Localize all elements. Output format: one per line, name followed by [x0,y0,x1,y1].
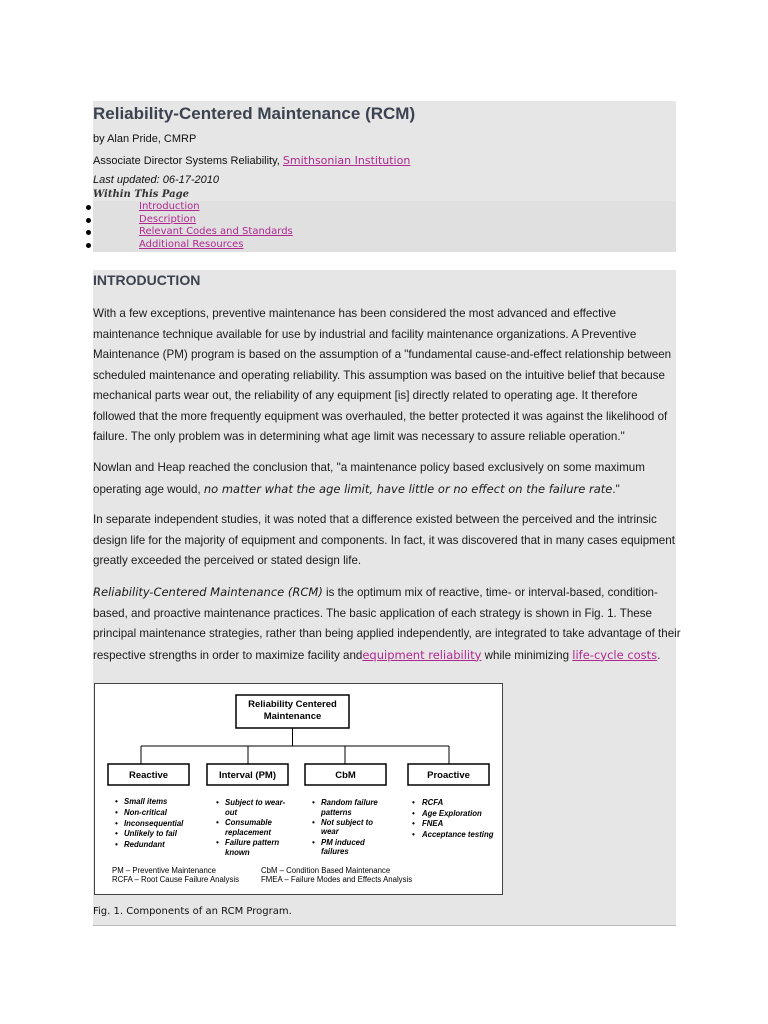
branch-item: PM induced [321,838,365,847]
branch-item: Unlikely to fail [124,829,177,838]
branch-reactive [108,764,189,785]
branch-label: Proactive [427,770,470,781]
bullet-icon: • [216,838,219,847]
branch-item: patterns [321,808,352,817]
branch-item: Non-critical [124,808,167,817]
paragraph-emphasis: Reliability-Centered Maintenance (RCM) [93,585,323,599]
bullet-icon: • [216,818,219,827]
branch-item: Subject to wear- [225,798,286,807]
bullet-icon: • [412,798,415,807]
paragraph-text: ." [612,482,620,496]
toc-item [0,239,400,252]
bullet-icon: • [312,838,315,847]
root-label-line-2: Maintenance [263,711,322,722]
branch-item: failures [321,847,349,856]
bullet-icon: • [312,798,315,807]
branch-item: Consumable [225,818,272,827]
intro-paragraph-4 [93,582,683,666]
paragraph-text: Nowlan and Heap reached the conclusion that, "a maintenance policy based exclusively on some maximum operating age would, [93,461,645,496]
toc-item [0,214,400,227]
branch-item: out [225,808,238,817]
paragraph-text: . [657,648,661,662]
branch-item: Redundant [124,840,165,849]
legend-item: RCFA – Root Cause Failure Analysis [112,875,239,884]
bullet-icon: • [412,819,415,828]
diagram-legend [112,866,412,884]
branch-cbm [305,764,386,785]
branch-item: RCFA [422,798,444,807]
bullet-icon: • [115,797,118,806]
branch-interval-pm [207,764,288,785]
branch-item: Failure pattern [225,838,280,847]
toc-item [0,201,400,214]
branch-item: Acceptance testing [422,830,494,839]
paragraph-text: while minimizing [481,648,573,662]
tree-connectors [141,728,449,764]
paragraph-text: is the optimum mix of reactive, time- or interval-based, condition-based, and proactive maintenance practices. The basic application of each strategy is shown in Fig. 1. These principal maintenance strategies, rather than being applied independently, are integrated to take advantage of their respective strengths in order to maximize facility and [93,586,681,662]
page-title: Reliability-Centered Maintenance (RCM) [93,104,416,123]
bullet-icon: • [412,809,415,818]
bullet-icon [86,243,91,248]
bullet-icon [86,230,91,235]
branch-item: known [225,848,250,857]
branch-label: Interval (PM) [218,770,277,781]
paragraph-emphasis: no matter what the age limit, have little or no effect on the failure rate [203,481,613,496]
bullet-icon: • [115,829,118,838]
equipment-reliability-link[interactable]: equipment reliability [362,647,482,662]
toc-link-description[interactable]: Description [139,213,196,225]
bullet-icon [86,205,91,210]
intro-paragraph-1: With a few exceptions, preventive maintenance has been considered the most advanced and effective maintenance technique available for use by industrial and facility maintenance organizations. A Preventive Maintenance (PM) program is based on the assumption of a "fundamental cause-and-effect relationship between scheduled maintenance and operating reliability. This assumption was based on the intuitive belief that because mechanical parts wear out, the reliability of any equipment [is] directly related to operating age. It therefore followed that the more frequently equipment was overhauled, the better protected it was against the likelihood of failure. The only problem was in determining what age limit was necessary to assure reliable operation." [93,307,672,443]
branch-item: Small items [124,797,168,806]
bullet-icon: • [115,840,118,849]
affiliation-text: Associate Director Systems Reliability, [93,155,283,167]
table-of-contents [0,201,400,252]
bullet-icon: • [115,819,118,828]
smithsonian-link[interactable]: Smithsonian Institution [282,154,411,167]
bullet-icon: • [216,798,219,807]
author-byline: by Alan Pride, CMRP [93,133,197,145]
legend-item: CbM – Condition Based Maintenance [261,866,391,875]
root-label-line-1: Reliability Centered [248,699,337,710]
branch-item: wear [321,827,339,836]
toc-link-introduction[interactable]: Introduction [139,201,200,212]
divider [93,925,676,926]
intro-heading: INTRODUCTION [93,272,201,288]
toc-link-additional-resources[interactable]: Additional Resources [139,239,244,251]
last-updated: Last updated: 06-17-2010 [93,174,219,186]
bullet-icon: • [412,830,415,839]
life-cycle-costs-link[interactable]: life-cycle costs [572,647,658,662]
intro-paragraph-3: In separate independent studies, it was noted that a difference existed between the perceived and the intrinsic design life for the majority of equipment and components. In fact, it was discovered that in many cases equipment greatly exceeded the perceived or stated design life. [93,513,675,567]
branch-item: FNEA [422,819,444,828]
legend-item: FMEA – Failure Modes and Effects Analysis [261,875,413,884]
bullet-icon: • [115,808,118,817]
branch-item: Age Exploration [422,809,482,818]
bullet-icon [86,218,91,223]
branch-item: Inconsequential [124,819,184,828]
branch-item: Random failure [321,798,378,807]
rcm-diagram [94,683,503,895]
author-affiliation [93,154,410,167]
legend-item: PM – Preventive Maintenance [112,866,217,875]
toc-link-codes-standards[interactable]: Relevant Codes and Standards [139,226,293,238]
branch-proactive [408,764,489,785]
toc-item [0,226,400,239]
branch-item: Not subject to [321,818,373,827]
branch-label: Reactive [128,770,169,781]
branch-items [115,797,494,857]
branch-item: replacement [225,828,271,837]
bullet-icon: • [312,818,315,827]
intro-paragraph-2 [93,458,683,500]
rcm-diagram-svg [95,684,504,896]
figure-caption: Fig. 1. Components of an RCM Program. [93,906,292,917]
toc-heading: Within This Page [93,189,190,200]
branch-label: CbM [335,770,356,781]
